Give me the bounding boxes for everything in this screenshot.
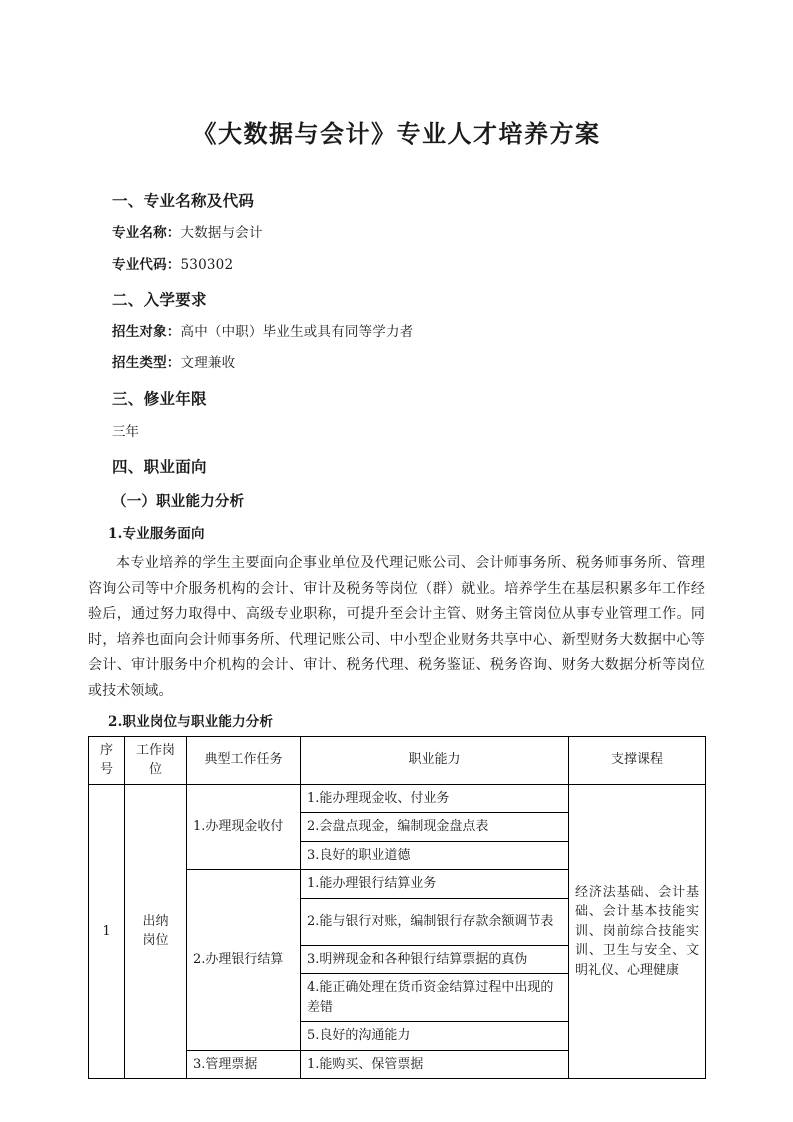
section-heading-2: 二、入学要求 xyxy=(112,289,207,309)
cell-task-2: 2.办理银行结算 xyxy=(187,870,301,1051)
career-ability-table xyxy=(88,736,706,1080)
cell-ability: 1.能办理现金收、付业务 xyxy=(301,784,569,813)
major-code-line xyxy=(88,255,705,275)
work-post-line-1: 出纳 xyxy=(142,913,169,929)
admission-target-label: 招生对象： xyxy=(112,324,181,341)
cell-row-number: 1 xyxy=(89,784,125,1079)
admission-target-line xyxy=(88,322,705,342)
cell-ability: 1.能办理银行结算业务 xyxy=(301,870,569,899)
major-code-value: 530302 xyxy=(180,256,234,273)
major-name-line xyxy=(88,223,705,243)
table-header-post: 工作岗位 xyxy=(125,736,187,784)
subsection-heading-post-ability: 2.职业岗位与职业能力分析 xyxy=(108,714,274,731)
cell-ability: 3.明辨现金和各种银行结算票据的真伪 xyxy=(301,945,569,974)
table-header-row xyxy=(89,736,706,784)
section-heading-4: 四、职业面向 xyxy=(112,457,207,477)
cell-ability: 2.能与银行对账，编制银行存款余额调节表 xyxy=(301,898,569,945)
admission-target-value: 高中（中职）毕业生或具有同等学力者 xyxy=(180,324,414,341)
cell-support-courses: 经济法基础、会计基础、会计基本技能实训、岗前综合技能实训、卫生与安全、文明礼仪、心理健康 xyxy=(569,784,706,1079)
admission-type-line xyxy=(88,353,705,373)
admission-type-label: 招生类型： xyxy=(112,355,181,372)
cell-task-1: 1.办理现金收付 xyxy=(187,784,301,870)
cell-task-3: 3.管理票据 xyxy=(187,1050,301,1079)
major-name-value: 大数据与会计 xyxy=(180,225,263,242)
service-scope-paragraph: 本专业培养的学生主要面向企事业单位及代理记账公司、会计师事务所、税务师事务所、管理咨询公司等中介服务机构的会计、审计及税务等岗位（群）就业。培养学生在基层积累多年工作经验后，通过努力取得中、高级专业职称，可提升至会计主管、财务主管岗位从事专业管理工作。同时，培养也面向会计师事务所、代理记账公司、中小型企业财务共享中心、新型财务大数据中心等会计、审计服务中介机构的会计、审计、税务代理、税务鉴证、税务咨询、财务大数据分析等岗位或技术领域。 xyxy=(88,555,705,699)
table-row xyxy=(89,784,706,813)
subsection-heading-service-scope: 1.专业服务面向 xyxy=(108,526,205,543)
cell-ability: 2.会盘点现金，编制现金盘点表 xyxy=(301,813,569,842)
major-name-label: 专业名称： xyxy=(112,225,181,242)
subsection-heading-career-ability: （一）职业能力分析 xyxy=(112,493,245,511)
table-header-task: 典型工作任务 xyxy=(187,736,301,784)
section-heading-3: 三、修业年限 xyxy=(112,388,207,408)
page-title: 《大数据与会计》专业人才培养方案 xyxy=(192,119,601,148)
admission-type-value: 文理兼收 xyxy=(180,355,236,372)
cell-ability: 1.能购买、保管票据 xyxy=(301,1050,569,1079)
cell-ability: 4.能正确处理在货币资金结算过程中出现的差错 xyxy=(301,974,569,1022)
table-header-ability: 职业能力 xyxy=(301,736,569,784)
cell-ability: 3.良好的职业道德 xyxy=(301,841,569,870)
table-header-no: 序号 xyxy=(89,736,125,784)
cell-ability: 5.良好的沟通能力 xyxy=(301,1022,569,1051)
section-heading-1: 一、专业名称及代码 xyxy=(112,191,255,211)
cell-work-post xyxy=(125,784,187,1079)
table-header-course: 支撑课程 xyxy=(569,736,706,784)
study-duration-value: 三年 xyxy=(112,423,139,440)
major-code-label: 专业代码： xyxy=(112,256,181,273)
work-post-line-2: 岗位 xyxy=(142,933,169,949)
